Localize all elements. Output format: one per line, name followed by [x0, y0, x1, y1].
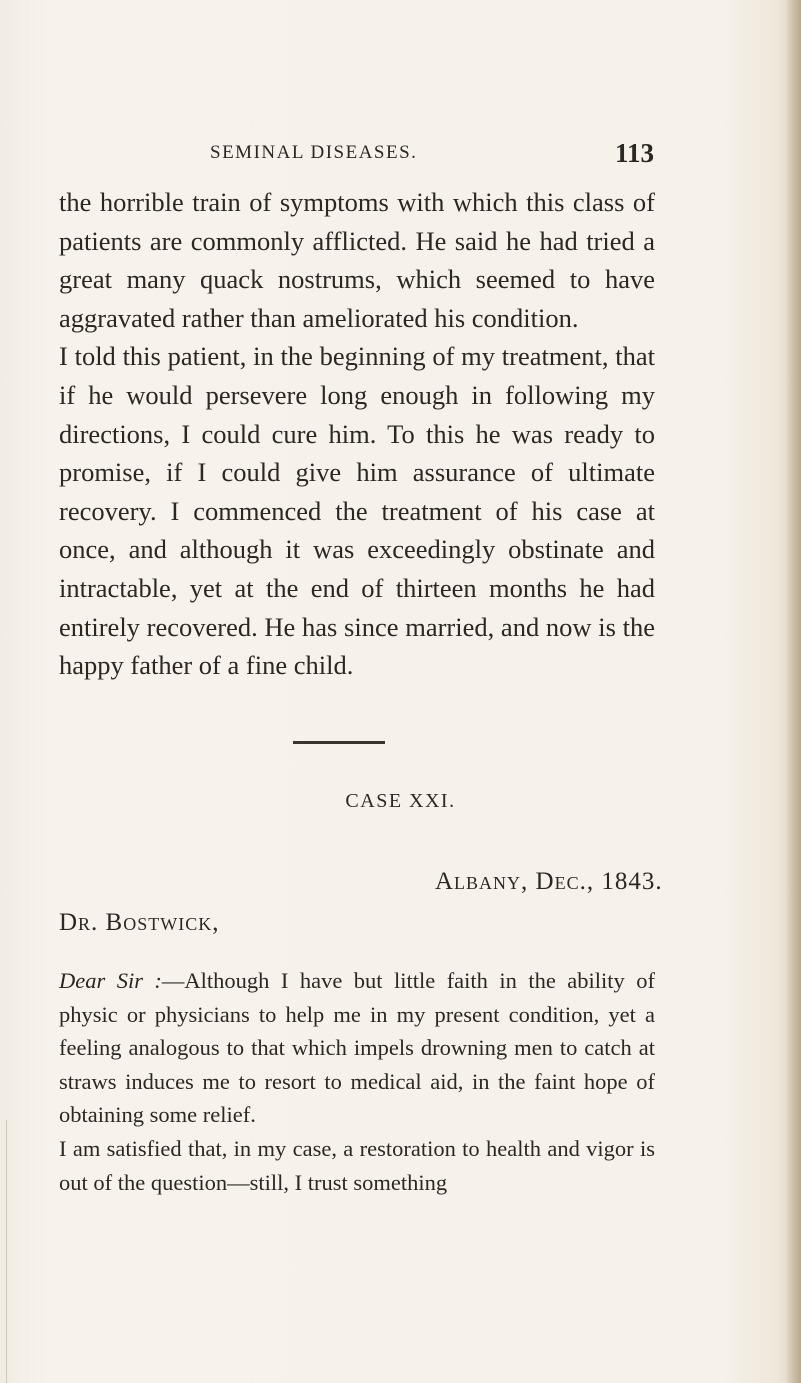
body-paragraph: I told this patient, in the beginning of my treatment, that if he would persevere long enough in following my directions, I could cure him. To this he was ready to promise, if I could give him assurance of ultimate recovery. I commenced the treatment of his case at once, and although it was exceedingly obstinate and intractable, yet at the end of thirteen months he had entirely recovered. He has since married, and now is the happy father of a fine child.: [59, 341, 655, 681]
letter-salutation: Dear Sir :: [59, 968, 162, 993]
margin-line: [6, 1120, 7, 1383]
body-text: [59, 183, 655, 685]
running-head: [210, 138, 654, 172]
letter-paragraph-text: —Although I have but little faith in the ability of physic or physicians to help me in my present condition, yet a feeling analogous to that which impels drowning men to catch at straws induces me to resort to medical aid, in the faint hope of obtaining some relief.: [59, 968, 655, 1128]
page-number: 113: [614, 138, 654, 168]
letter-paragraph: [59, 964, 655, 1132]
section-divider: [293, 741, 385, 744]
page-edge-shadow: [785, 0, 801, 1383]
letter-text: [59, 964, 655, 1199]
letter-paragraph: I am satisfied that, in my case, a restoration to health and vigor is out of the question—still, I trust something: [59, 1135, 655, 1195]
letter-place-date: Albany, Dec., 1843.: [435, 868, 663, 895]
letter-addressee: Dr. Bostwick,: [59, 909, 220, 936]
running-title: SEMINAL DISEASES.: [210, 142, 418, 163]
case-heading: CASE XXI.: [345, 790, 456, 812]
body-paragraph: the horrible train of symptoms with which this class of patients are commonly afflicted. He said he had tried a great many quack nostrums, which seemed to have aggravated rather than ameliorated his condition.: [59, 187, 655, 333]
